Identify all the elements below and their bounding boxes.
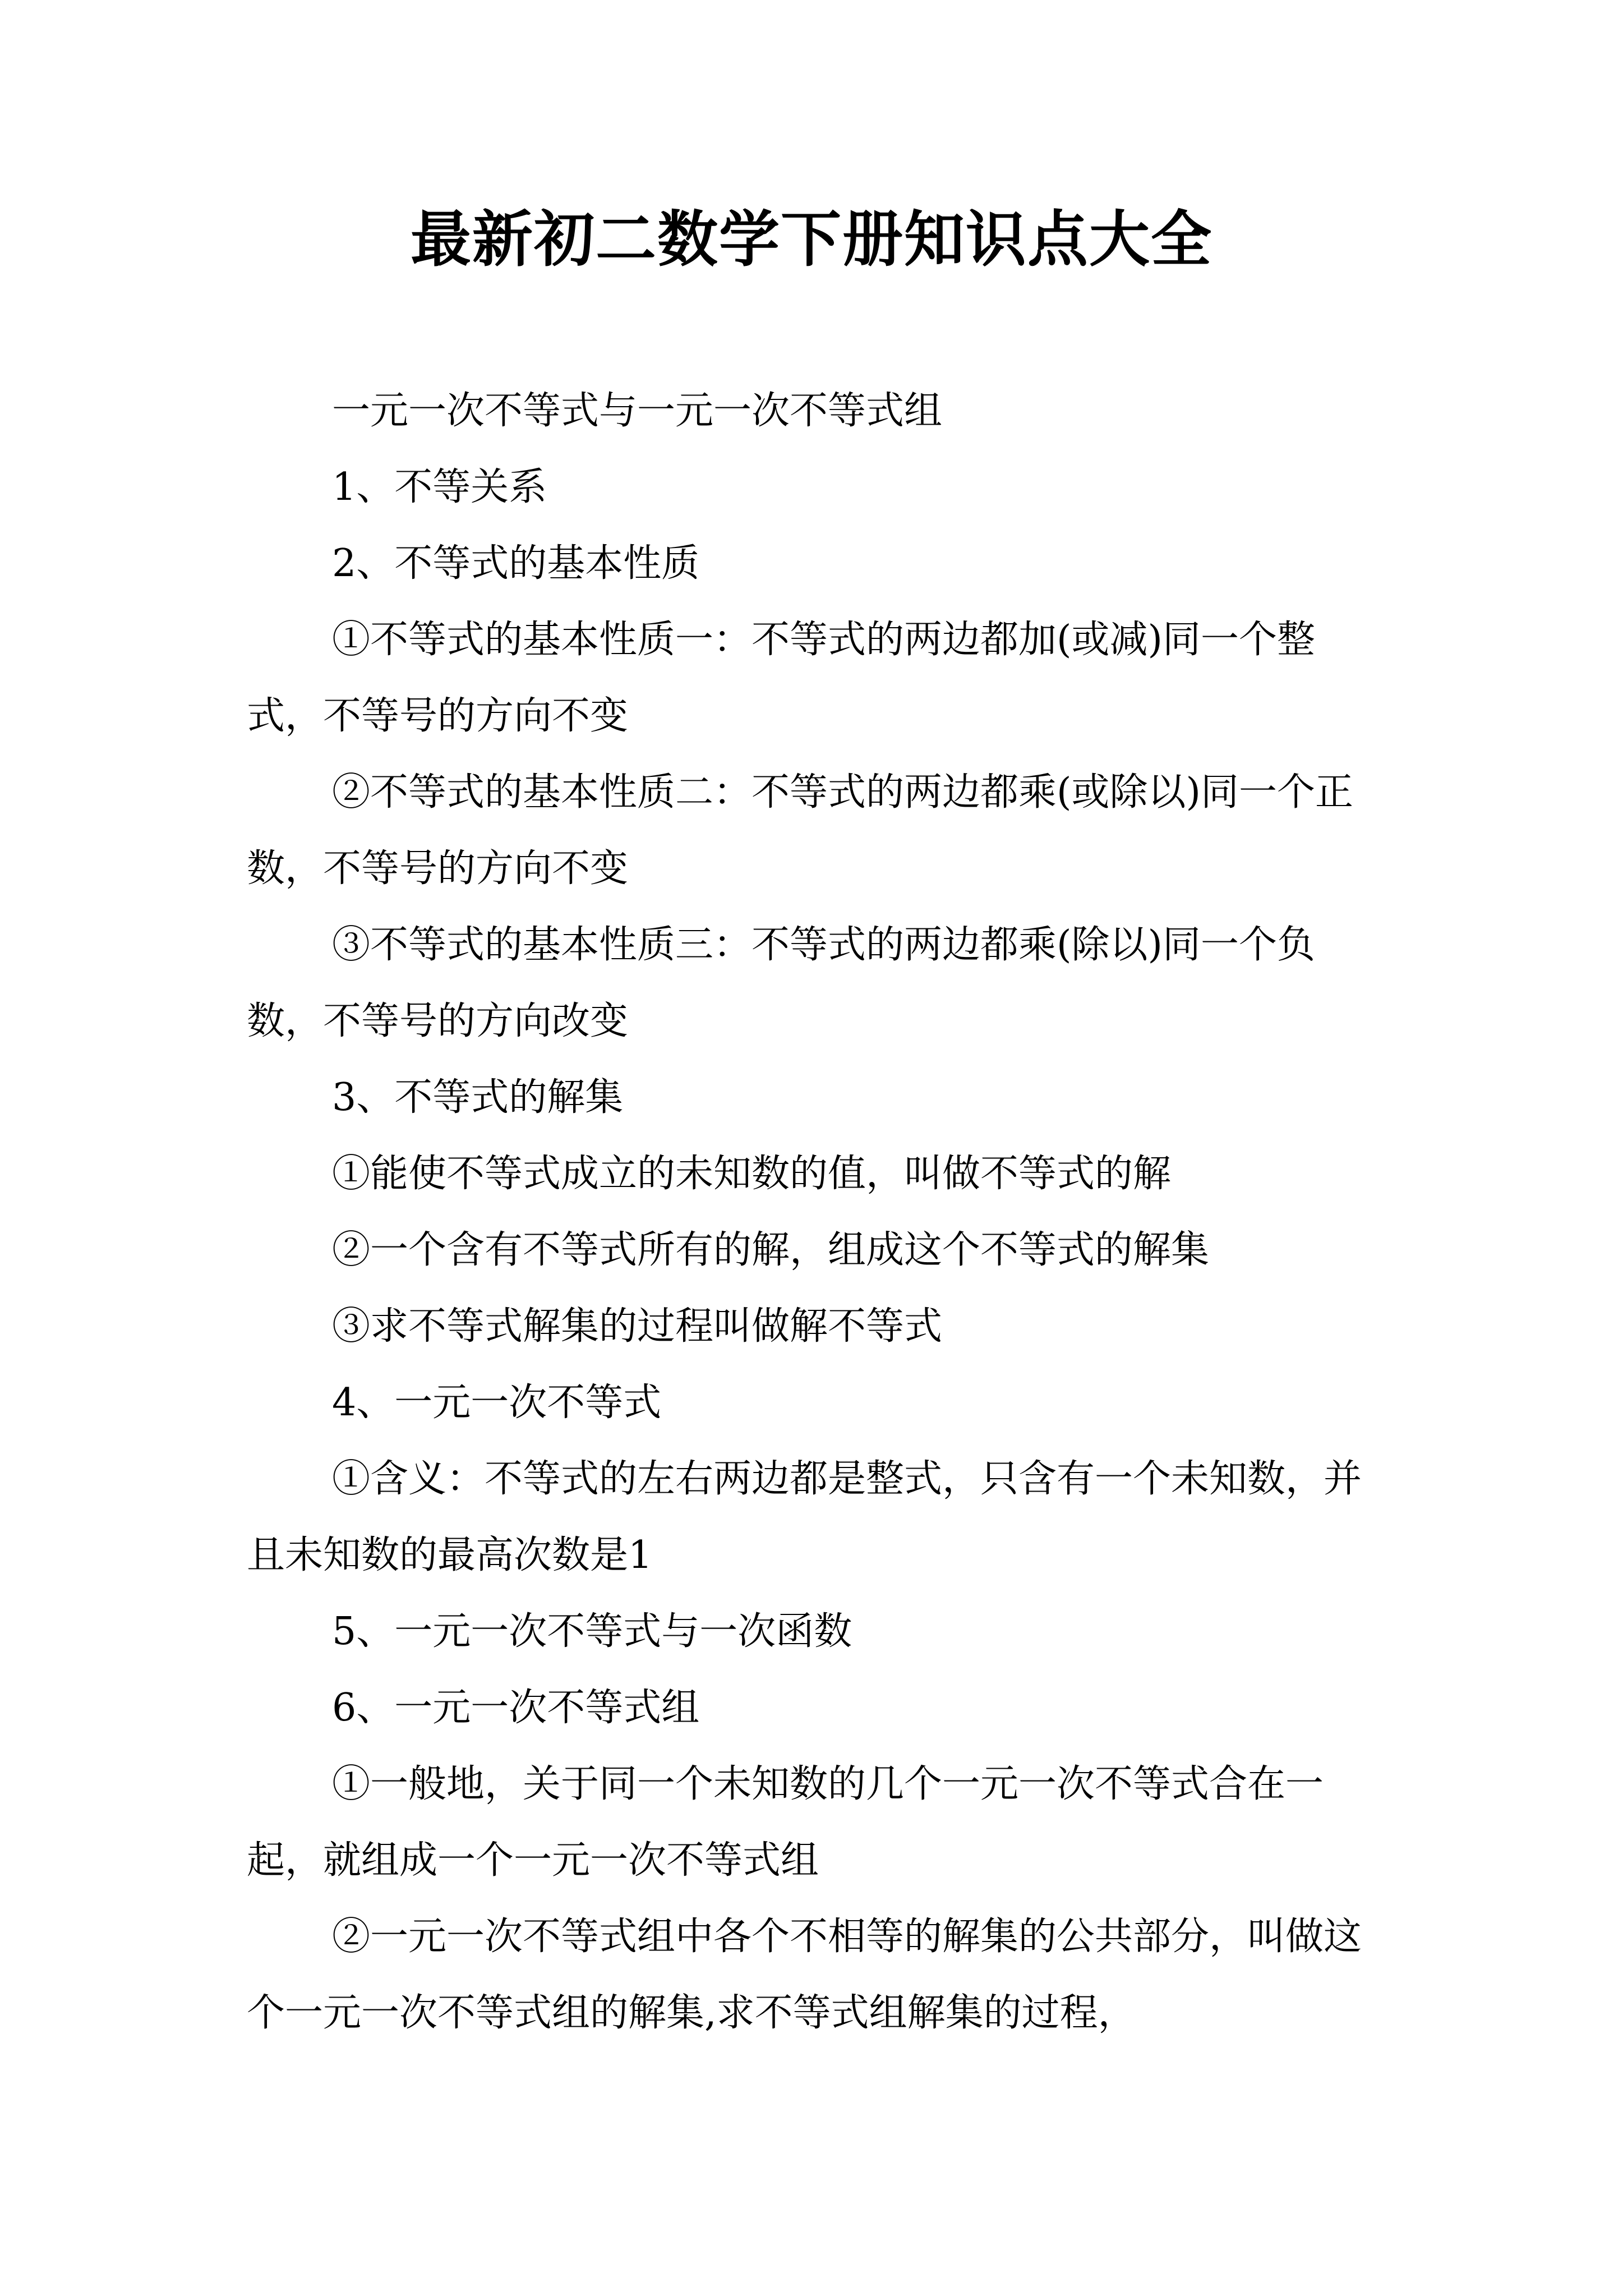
paragraph-property-1: ①不等式的基本性质一：不等式的两边都加(或减)同一个整式，不等号的方向不变 bbox=[247, 618, 1316, 738]
paragraph-definition: ①含义：不等式的左右两边都是整式，只含有一个未知数，并且未知数的最高次数是1 bbox=[247, 1457, 1362, 1577]
paragraph-property-3: ③不等式的基本性质三：不等式的两边都乘(除以)同一个负数，不等号的方向改变 bbox=[247, 923, 1316, 1043]
heading-section-5: 5、一元一次不等式与一次函数 bbox=[332, 1609, 852, 1654]
paragraph-solution-3: ③求不等式解集的过程叫做解不等式 bbox=[332, 1304, 943, 1349]
heading-section-1: 1、不等关系 bbox=[332, 465, 547, 509]
paragraph-solution-2: ②一个含有不等式所有的解，组成这个不等式的解集 bbox=[332, 1228, 1210, 1272]
heading-section-4: 4、一元一次不等式 bbox=[332, 1381, 662, 1425]
paragraph-property-2: ②不等式的基本性质二：不等式的两边都乘(或除以)同一个正数，不等号的方向不变 bbox=[247, 770, 1354, 891]
heading-section-3: 3、不等式的解集 bbox=[332, 1075, 624, 1120]
paragraph-system-1: ①一般地，关于同一个未知数的几个一元一次不等式合在一起，就组成一个一元一次不等式组 bbox=[247, 1762, 1324, 1883]
heading-section-2: 2、不等式的基本性质 bbox=[332, 541, 700, 586]
paragraph-solution-1: ①能使不等式成立的未知数的值，叫做不等式的解 bbox=[332, 1152, 1172, 1196]
document-title: 最新初二数学下册知识点大全 bbox=[410, 204, 1212, 275]
heading-section-6: 6、一元一次不等式组 bbox=[332, 1686, 700, 1730]
paragraph-system-2: ②一元一次不等式组中各个不相等的解集的公共部分，叫做这个一元一次不等式组的解集,求不等式组解集的过程， bbox=[247, 1915, 1362, 2035]
document-body bbox=[247, 373, 1380, 2051]
heading-chapter: 一元一次不等式与一元一次不等式组 bbox=[332, 389, 943, 433]
